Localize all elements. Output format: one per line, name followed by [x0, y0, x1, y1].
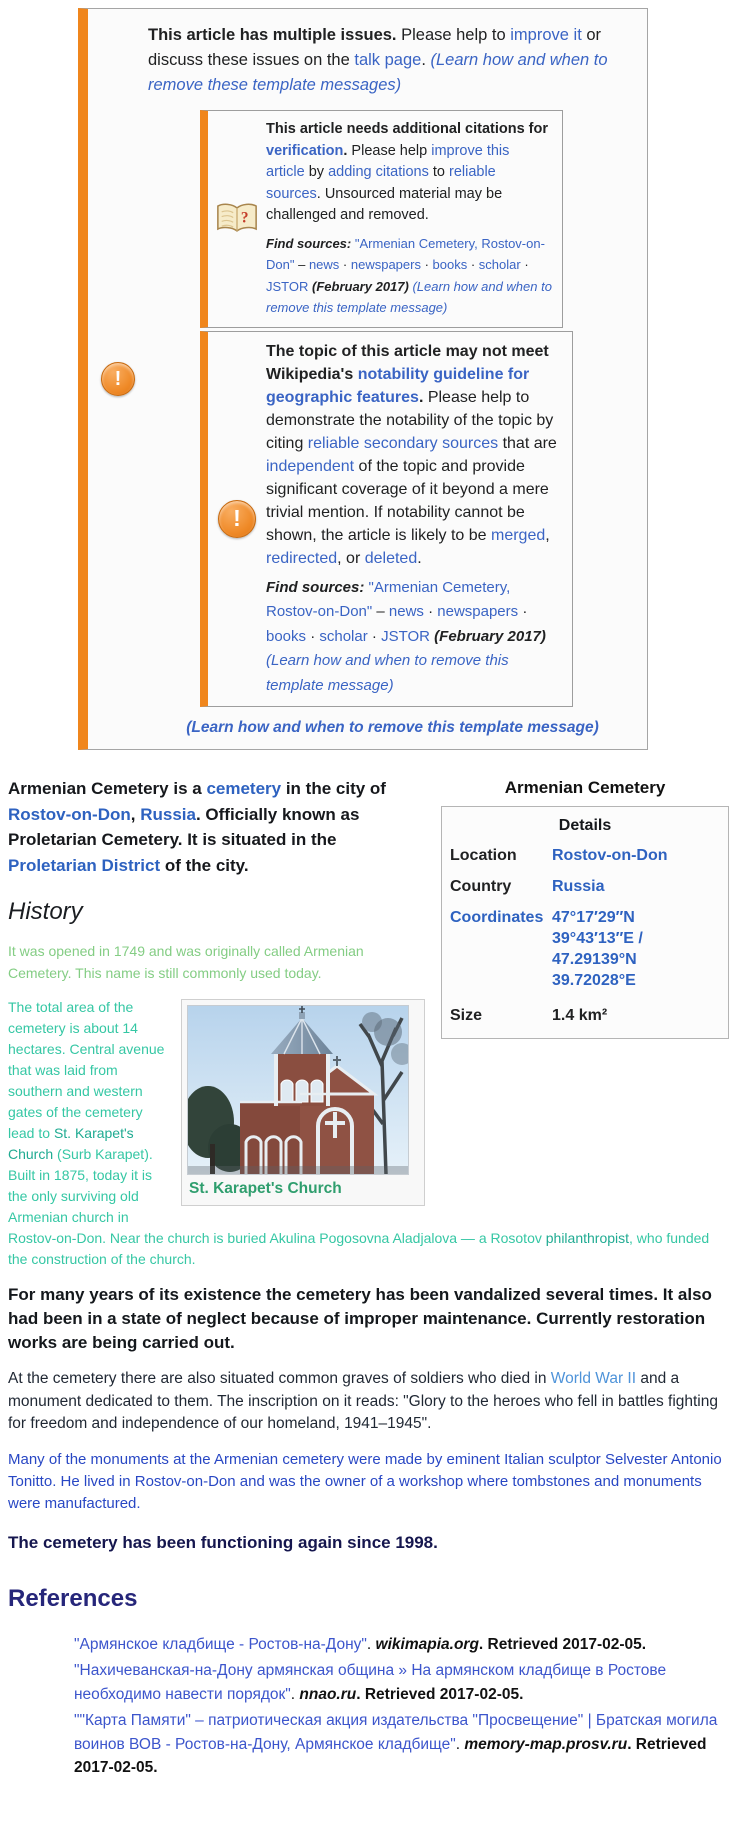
citations-text [266, 119, 552, 227]
link[interactable]: adding citations [328, 164, 429, 180]
link[interactable]: books [432, 257, 468, 272]
church-photo [187, 1005, 409, 1175]
link[interactable]: books [266, 627, 307, 645]
infobox-label [450, 876, 552, 897]
infobox-row-location [450, 845, 720, 866]
references-list [8, 1633, 729, 1780]
text-segment: . [418, 388, 428, 406]
link[interactable]: improve it [510, 26, 582, 44]
notability-content [266, 340, 562, 699]
notability-find-sources [266, 576, 562, 699]
link[interactable]: deleted [364, 549, 418, 567]
infobox-row-size [450, 1005, 720, 1026]
text-segment: – [372, 603, 389, 620]
infobox-value [552, 1005, 720, 1026]
link[interactable]: newspapers [350, 257, 421, 272]
link[interactable]: scholar [478, 257, 521, 272]
text-segment: Proletarian Cemetery [8, 830, 178, 849]
text-segment: The cemetery has been functioning again since 1998. [8, 1532, 438, 1552]
text-segment: . Retrieved 2017-02-05. [478, 1635, 647, 1653]
text-segment: (February 2017) [434, 627, 546, 645]
link[interactable]: newspapers [437, 603, 519, 620]
text-segment: This article has multiple issues. [148, 26, 397, 44]
notability-icon-column [208, 340, 266, 699]
text-segment: Please help to demonstrate the notability of the topic by citing [266, 388, 554, 452]
reference-item [74, 1633, 729, 1657]
text-segment: Armenian Cemetery [8, 779, 169, 798]
link[interactable]: "Armenian Cemetery, Rostov-on-Don" [266, 235, 545, 272]
infobox [441, 778, 729, 1039]
text-segment: · [520, 257, 529, 272]
text-segment: (February 2017) [312, 278, 409, 294]
infobox-header: Details [558, 817, 612, 834]
text-segment: . [290, 1685, 300, 1703]
link[interactable]: (Learn how and when to remove this template message) [266, 278, 552, 315]
text-segment: · [518, 603, 528, 620]
notability-text [266, 340, 562, 570]
history-paragraph-6 [8, 1531, 729, 1555]
link[interactable]: (Learn how and when to remove these template messages) [148, 51, 608, 94]
references-heading: References [8, 1584, 138, 1612]
link[interactable]: Russia [140, 804, 196, 824]
text-segment: . [421, 51, 431, 69]
link[interactable]: talk page [354, 51, 422, 69]
text-segment: It was opened in 1749 and was originally called Armenian Cemetery. This name is still commonly used today. [8, 943, 364, 981]
citations-needed-box [200, 110, 563, 328]
text-segment: . Unsourced material may be challenged and removed. [266, 185, 503, 223]
reference-item [74, 1709, 729, 1780]
text-segment: · [339, 257, 351, 272]
text-segment: of the topic and provide significant coverage of it beyond a mere trivial mention. If notability cannot be shown, the article is likely to be [266, 457, 549, 544]
link[interactable]: World War II [550, 1370, 637, 1387]
infobox-value [552, 876, 720, 897]
article-body [0, 750, 739, 1823]
text-segment: Many of the monuments at the Armenian cemetery were made by eminent Italian sculptor Selvester Antonio Tonitto. He lived in Rostov-on-Don and was the owner of a workshop where tombstones and monuments were manufactured. [8, 1450, 722, 1512]
citations-icon-column [208, 119, 266, 319]
text-segment: memory-map.prosv.ru [464, 1735, 628, 1753]
text-segment: · [467, 257, 479, 272]
link[interactable]: notability guideline for geographic features [266, 365, 530, 406]
text-segment: Location [450, 847, 517, 864]
alert-icon: ! [218, 500, 256, 538]
text-segment: Please help to [396, 26, 511, 44]
book-question-icon [215, 201, 259, 236]
reference-item [74, 1659, 729, 1706]
link[interactable]: Rostov-on-Don [552, 847, 668, 864]
text-segment: , who funded the construction of the church. [8, 1230, 710, 1267]
thumbnail-caption [187, 1175, 419, 1200]
text-segment: , [130, 804, 141, 824]
text-segment: , or [337, 549, 365, 567]
link[interactable]: ""Карта Памяти" – патриотическая акция издательства "Просвещение" | Братская могила воинов ВОВ - Ростов-на-Дону, Армянское кладбище" [74, 1712, 718, 1753]
text-segment: is a [168, 779, 207, 798]
text-segment: . Retrieved 2017-02-05. [356, 1685, 524, 1703]
link[interactable]: improve this article [266, 142, 510, 180]
text-segment: (Surb Karapet). Built in 1875, today it is the only surviving old Armenian church in Rostov-on-Don. Near the church is buried Akulina Pogosovna Aladjalova — a Rosotov [8, 1146, 546, 1246]
history-paragraph-3 [8, 1283, 729, 1355]
text-segment: Size [450, 1007, 483, 1024]
text-segment: · [423, 603, 438, 620]
notability-box [200, 331, 573, 708]
text-segment: At the cemetery there are also situated common graves of soldiers who died in [8, 1370, 551, 1387]
link[interactable]: St. Karapet's Church [8, 1125, 134, 1162]
link[interactable]: scholar [319, 627, 368, 645]
link[interactable]: news [308, 257, 340, 272]
link[interactable]: reliable secondary sources [307, 434, 499, 452]
text-segment: 1.4 km² [552, 1007, 608, 1024]
infobox-title: Armenian Cemetery [504, 778, 666, 797]
link[interactable]: JSTOR [381, 627, 430, 645]
link[interactable]: verification [266, 142, 344, 159]
text-segment: – [294, 257, 309, 272]
text-segment: · [420, 257, 433, 272]
text-segment: . [343, 142, 352, 159]
text-segment: of the city. [160, 855, 249, 875]
text-segment: . [366, 1635, 376, 1653]
link[interactable]: (Learn how and when to remove this template message) [186, 719, 599, 736]
link[interactable]: "Нахичеванская-на-Дону армянская община » На армянском кладбище в Ростове необходимо навести порядок" [74, 1662, 667, 1703]
link[interactable]: news [388, 603, 424, 620]
link[interactable]: Rostov-on-Don [8, 804, 131, 824]
alert-icon: ! [101, 362, 135, 396]
text-segment: This article needs additional citations for [266, 121, 548, 137]
text-segment: . [417, 549, 422, 567]
text-segment: The total area of the cemetery is about 14 hectares. Central avenue that was laid from southern and western gates of the cemetery lead to [8, 999, 165, 1141]
text-segment: . [455, 1735, 465, 1753]
history-heading: History [8, 898, 83, 925]
text-segment: Find sources: [266, 578, 365, 596]
link[interactable]: Russia [552, 878, 605, 895]
infobox-row-country [450, 876, 720, 897]
citations-content [266, 119, 552, 319]
citations-find-sources [266, 233, 552, 319]
text-segment: wikimapia.org [375, 1635, 479, 1653]
infobox-label [450, 845, 552, 866]
text-segment: and a monument dedicated to them. The inscription on it reads: "Glory to the heroes who fell in battles fighting for freedom and independence of our homeland, 1941–1945". [8, 1370, 718, 1432]
history-paragraph-5 [8, 1449, 729, 1515]
infobox-row-coordinates [450, 907, 720, 991]
text-segment: For many years of its existence the cemetery has been vandalized several times. It also had been in a state of neglect because of improper maintenance. Currently restoration works are being carried out. [8, 1285, 712, 1352]
link[interactable]: 47°17′29″N 39°43′13″E / 47.29139°N 39.72028°E [552, 909, 643, 989]
infobox-label [450, 1005, 552, 1026]
text-segment: by [304, 164, 329, 180]
text-segment: . It is situated in the [177, 830, 337, 849]
link[interactable]: cemetery [206, 779, 282, 798]
multiple-issues-content [148, 17, 637, 741]
multiple-issues-icon-column [88, 17, 148, 741]
link[interactable]: JSTOR [266, 278, 309, 294]
link[interactable]: St. Karapet's Church [189, 1180, 342, 1197]
link[interactable]: (Learn how and when to remove this template message) [266, 652, 509, 694]
link[interactable]: redirected [266, 549, 338, 567]
text-segment: , [545, 526, 550, 544]
infobox-value [552, 907, 720, 991]
text-segment: nnao.ru [299, 1685, 357, 1703]
text-segment: . Officially known as [195, 804, 360, 824]
multiple-issues-footer [148, 719, 637, 737]
text-segment: to [428, 164, 449, 180]
link[interactable]: "Armenian Cemetery, Rostov-on-Don" [266, 578, 511, 620]
history-paragraph-4 [8, 1368, 729, 1436]
link[interactable]: Coordinates [450, 909, 544, 926]
text-segment: in the city of [281, 779, 386, 798]
church-thumbnail[interactable] [181, 999, 425, 1206]
infobox-label [450, 907, 552, 991]
link[interactable]: merged [491, 526, 546, 544]
multiple-issues-box [78, 8, 648, 750]
link[interactable]: philanthropist [545, 1230, 630, 1246]
link[interactable]: "Армянское кладбище - Ростов-на-Дону" [74, 1635, 367, 1653]
question-mark-glyph: ? [240, 209, 249, 227]
text-segment: Country [450, 878, 512, 895]
link[interactable]: independent [266, 457, 355, 475]
text-segment: Find sources: [266, 235, 352, 251]
text-segment: · [367, 627, 382, 645]
text-segment: Please help [351, 142, 432, 159]
text-segment: The topic of this article may not meet Wikipedia's [266, 342, 549, 383]
text-segment: or discuss these issues on the [148, 26, 602, 69]
text-segment: that are [498, 434, 557, 452]
infobox-table [441, 806, 729, 1039]
link[interactable]: reliable sources [266, 164, 496, 202]
infobox-value [552, 845, 720, 866]
multiple-issues-text [148, 23, 637, 98]
text-segment: . Retrieved 2017-02-05. [74, 1735, 707, 1776]
text-segment: · [306, 627, 320, 645]
link[interactable]: Proletarian District [8, 855, 161, 875]
